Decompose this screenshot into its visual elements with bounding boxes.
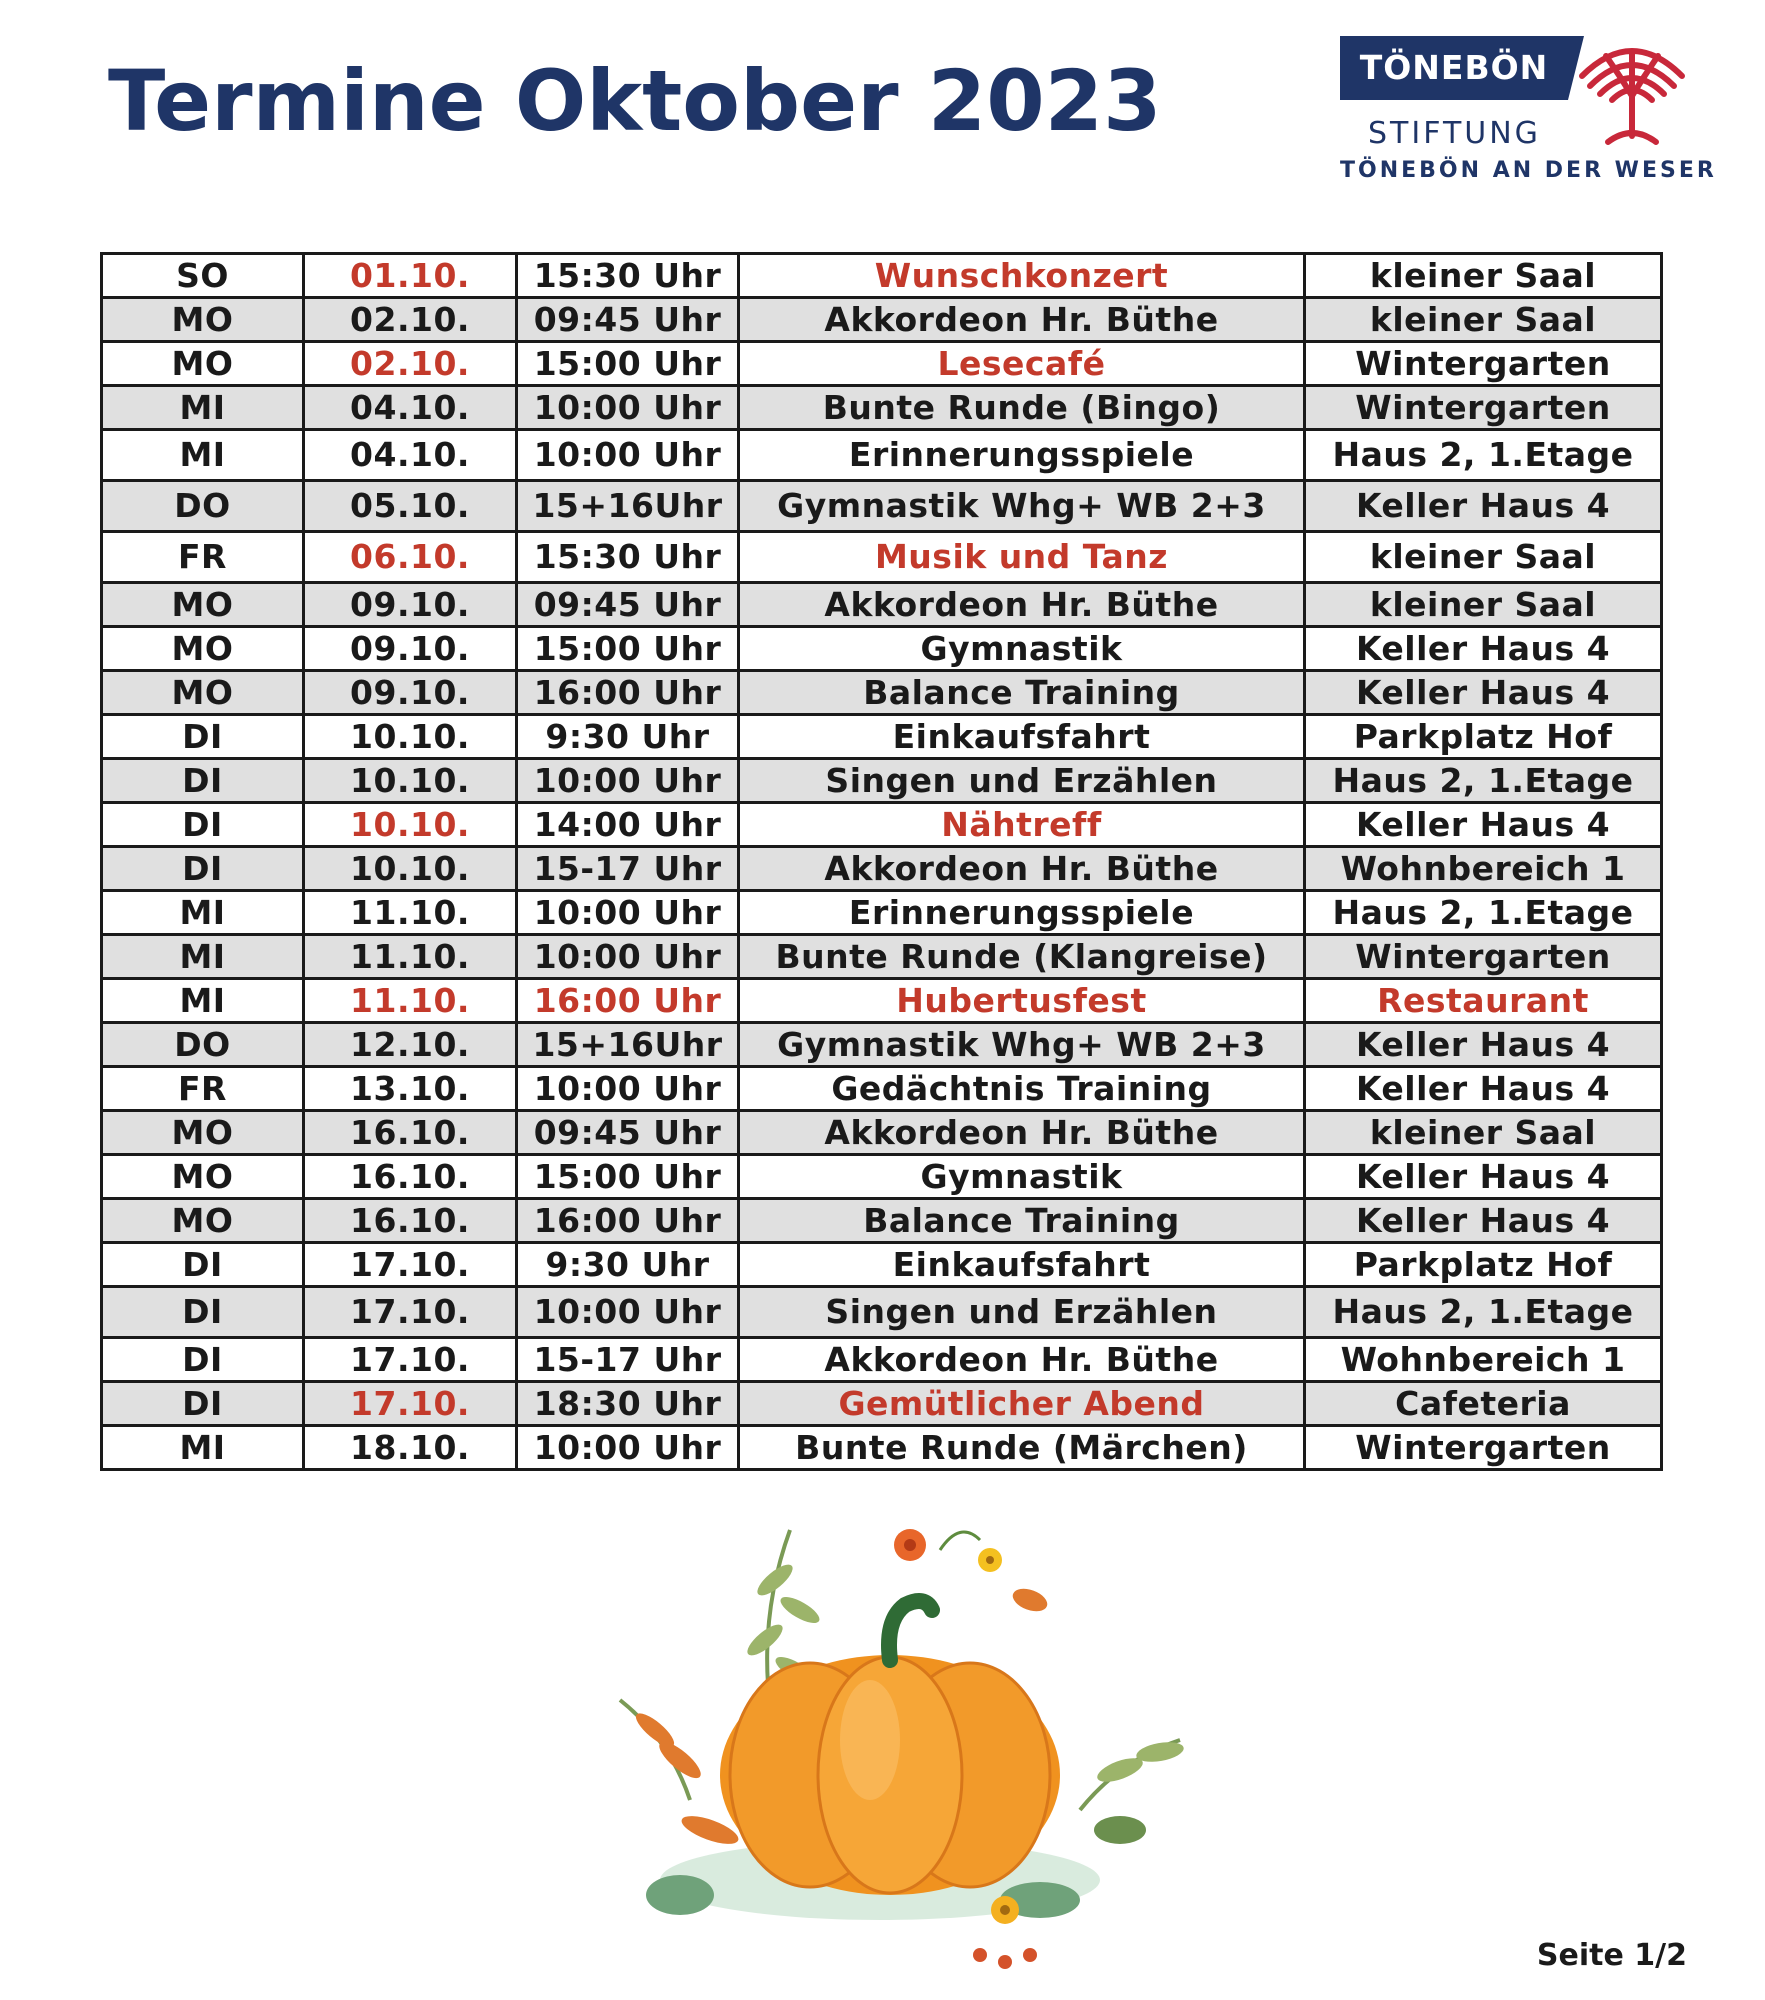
cell-time: 15-17 Uhr: [517, 1338, 739, 1382]
cell-place: kleiner Saal: [1305, 532, 1662, 583]
cell-date: 10.10.: [304, 847, 517, 891]
cell-date: 11.10.: [304, 891, 517, 935]
cell-event: Akkordeon Hr. Büthe: [739, 1338, 1305, 1382]
cell-event: Bunte Runde (Bingo): [739, 386, 1305, 430]
cell-event: Gymnastik: [739, 1155, 1305, 1199]
cell-event: Akkordeon Hr. Büthe: [739, 847, 1305, 891]
cell-place: Wohnbereich 1: [1305, 847, 1662, 891]
event-row: [102, 430, 1662, 481]
cell-place: Haus 2, 1.Etage: [1305, 891, 1662, 935]
page-title: Termine Oktober 2023: [108, 52, 1162, 150]
cell-place: Wohnbereich 1: [1305, 1338, 1662, 1382]
cell-place: Keller Haus 4: [1305, 1199, 1662, 1243]
event-row: [102, 386, 1662, 430]
event-row: [102, 1243, 1662, 1287]
cell-place: Haus 2, 1.Etage: [1305, 430, 1662, 481]
cell-event: Gymnastik: [739, 627, 1305, 671]
cell-day: MI: [102, 935, 304, 979]
cell-time: 9:30 Uhr: [517, 1243, 739, 1287]
cell-date: 13.10.: [304, 1067, 517, 1111]
cell-date: 09.10.: [304, 627, 517, 671]
cell-place: Wintergarten: [1305, 1426, 1662, 1470]
cell-day: MO: [102, 1155, 304, 1199]
cell-place: Keller Haus 4: [1305, 1155, 1662, 1199]
cell-time: 10:00 Uhr: [517, 1287, 739, 1338]
cell-date: 10.10.: [304, 759, 517, 803]
cell-time: 15+16Uhr: [517, 1023, 739, 1067]
cell-place: Parkplatz Hof: [1305, 715, 1662, 759]
cell-time: 10:00 Uhr: [517, 1067, 739, 1111]
cell-place: kleiner Saal: [1305, 583, 1662, 627]
cell-date: 17.10.: [304, 1338, 517, 1382]
cell-day: DO: [102, 481, 304, 532]
event-row: [102, 1199, 1662, 1243]
cell-event: Singen und Erzählen: [739, 759, 1305, 803]
event-row: [102, 803, 1662, 847]
cell-day: DI: [102, 759, 304, 803]
cell-date: 17.10.: [304, 1382, 517, 1426]
cell-place: Wintergarten: [1305, 935, 1662, 979]
logo-subtitle: STIFTUNG: [1368, 116, 1541, 151]
cell-event: Lesecafé: [739, 342, 1305, 386]
cell-event: Wunschkonzert: [739, 254, 1305, 298]
cell-event: Bunte Runde (Märchen): [739, 1426, 1305, 1470]
cell-event: Nähtreff: [739, 803, 1305, 847]
toneboen-logo: [1340, 36, 1717, 196]
cell-place: Wintergarten: [1305, 386, 1662, 430]
cell-event: Akkordeon Hr. Büthe: [739, 583, 1305, 627]
cell-time: 16:00 Uhr: [517, 979, 739, 1023]
cell-time: 15+16Uhr: [517, 481, 739, 532]
event-row: [102, 627, 1662, 671]
cell-event: Einkaufsfahrt: [739, 715, 1305, 759]
logo-location: TÖNEBÖN AN DER WESER: [1340, 158, 1717, 183]
event-row: [102, 891, 1662, 935]
cell-place: Keller Haus 4: [1305, 1023, 1662, 1067]
event-row: [102, 935, 1662, 979]
cell-place: Keller Haus 4: [1305, 671, 1662, 715]
cell-time: 9:30 Uhr: [517, 715, 739, 759]
cell-place: Restaurant: [1305, 979, 1662, 1023]
cell-event: Akkordeon Hr. Büthe: [739, 1111, 1305, 1155]
cell-date: 04.10.: [304, 430, 517, 481]
cell-place: Haus 2, 1.Etage: [1305, 1287, 1662, 1338]
event-row: [102, 1338, 1662, 1382]
cell-date: 16.10.: [304, 1111, 517, 1155]
cell-event: Singen und Erzählen: [739, 1287, 1305, 1338]
cell-place: Wintergarten: [1305, 342, 1662, 386]
cell-time: 15:30 Uhr: [517, 532, 739, 583]
cell-event: Gymnastik Whg+ WB 2+3: [739, 481, 1305, 532]
event-row: [102, 979, 1662, 1023]
cell-event: Gemütlicher Abend: [739, 1382, 1305, 1426]
event-row: [102, 481, 1662, 532]
cell-event: Einkaufsfahrt: [739, 1243, 1305, 1287]
cell-date: 06.10.: [304, 532, 517, 583]
cell-day: DI: [102, 1338, 304, 1382]
cell-day: DI: [102, 803, 304, 847]
event-row: [102, 583, 1662, 627]
cell-date: 10.10.: [304, 715, 517, 759]
event-row: [102, 1426, 1662, 1470]
cell-day: DI: [102, 1287, 304, 1338]
cell-event: Balance Training: [739, 1199, 1305, 1243]
event-row: [102, 532, 1662, 583]
cell-time: 10:00 Uhr: [517, 386, 739, 430]
cell-date: 11.10.: [304, 935, 517, 979]
cell-place: Keller Haus 4: [1305, 481, 1662, 532]
cell-time: 15:00 Uhr: [517, 627, 739, 671]
cell-day: SO: [102, 254, 304, 298]
cell-time: 09:45 Uhr: [517, 583, 739, 627]
cell-time: 14:00 Uhr: [517, 803, 739, 847]
cell-date: 10.10.: [304, 803, 517, 847]
event-row: [102, 759, 1662, 803]
cell-date: 01.10.: [304, 254, 517, 298]
event-row: [102, 715, 1662, 759]
event-row: [102, 254, 1662, 298]
cell-day: DI: [102, 1243, 304, 1287]
cell-place: Haus 2, 1.Etage: [1305, 759, 1662, 803]
cell-day: FR: [102, 1067, 304, 1111]
cell-event: Balance Training: [739, 671, 1305, 715]
event-row: [102, 1067, 1662, 1111]
cell-day: MI: [102, 1426, 304, 1470]
cell-day: MO: [102, 298, 304, 342]
cell-time: 16:00 Uhr: [517, 671, 739, 715]
cell-event: Erinnerungsspiele: [739, 430, 1305, 481]
page-number: Seite 1/2: [1536, 1938, 1687, 1973]
event-row: [102, 1111, 1662, 1155]
cell-place: kleiner Saal: [1305, 1111, 1662, 1155]
cell-date: 17.10.: [304, 1243, 517, 1287]
cell-date: 17.10.: [304, 1287, 517, 1338]
cell-place: Parkplatz Hof: [1305, 1243, 1662, 1287]
cell-time: 15-17 Uhr: [517, 847, 739, 891]
cell-date: 09.10.: [304, 671, 517, 715]
cell-time: 10:00 Uhr: [517, 430, 739, 481]
cell-date: 11.10.: [304, 979, 517, 1023]
event-row: [102, 1382, 1662, 1426]
event-row: [102, 298, 1662, 342]
cell-date: 04.10.: [304, 386, 517, 430]
cell-place: Cafeteria: [1305, 1382, 1662, 1426]
cell-time: 15:30 Uhr: [517, 254, 739, 298]
cell-date: 09.10.: [304, 583, 517, 627]
cell-event: Gedächtnis Training: [739, 1067, 1305, 1111]
event-row: [102, 671, 1662, 715]
logo-name: TÖNEBÖN: [1340, 36, 1568, 100]
cell-place: kleiner Saal: [1305, 254, 1662, 298]
cell-day: MI: [102, 891, 304, 935]
cell-day: DI: [102, 847, 304, 891]
event-row: [102, 1023, 1662, 1067]
cell-day: DI: [102, 715, 304, 759]
cell-day: FR: [102, 532, 304, 583]
cell-place: Keller Haus 4: [1305, 803, 1662, 847]
cell-time: 09:45 Uhr: [517, 298, 739, 342]
cell-date: 02.10.: [304, 342, 517, 386]
event-row: [102, 1155, 1662, 1199]
cell-date: 02.10.: [304, 298, 517, 342]
cell-day: MO: [102, 1199, 304, 1243]
cell-time: 18:30 Uhr: [517, 1382, 739, 1426]
tree-logo-icon: [1572, 36, 1692, 148]
cell-day: MO: [102, 583, 304, 627]
cell-day: MI: [102, 979, 304, 1023]
cell-day: MO: [102, 1111, 304, 1155]
cell-time: 09:45 Uhr: [517, 1111, 739, 1155]
cell-event: Gymnastik Whg+ WB 2+3: [739, 1023, 1305, 1067]
event-row: [102, 1287, 1662, 1338]
pumpkin-illustration: [560, 1500, 1200, 1980]
cell-place: Keller Haus 4: [1305, 1067, 1662, 1111]
cell-date: 05.10.: [304, 481, 517, 532]
event-row: [102, 847, 1662, 891]
events-table: [100, 252, 1663, 1471]
cell-date: 18.10.: [304, 1426, 517, 1470]
cell-time: 10:00 Uhr: [517, 935, 739, 979]
cell-event: Erinnerungsspiele: [739, 891, 1305, 935]
cell-day: MO: [102, 342, 304, 386]
cell-time: 15:00 Uhr: [517, 1155, 739, 1199]
cell-place: kleiner Saal: [1305, 298, 1662, 342]
cell-time: 10:00 Uhr: [517, 759, 739, 803]
cell-time: 10:00 Uhr: [517, 1426, 739, 1470]
cell-day: MO: [102, 671, 304, 715]
cell-event: Musik und Tanz: [739, 532, 1305, 583]
cell-day: MI: [102, 430, 304, 481]
cell-day: DI: [102, 1382, 304, 1426]
cell-day: MO: [102, 627, 304, 671]
cell-event: Akkordeon Hr. Büthe: [739, 298, 1305, 342]
cell-event: Hubertusfest: [739, 979, 1305, 1023]
cell-time: 16:00 Uhr: [517, 1199, 739, 1243]
cell-day: DO: [102, 1023, 304, 1067]
cell-time: 15:00 Uhr: [517, 342, 739, 386]
cell-date: 16.10.: [304, 1155, 517, 1199]
cell-day: MI: [102, 386, 304, 430]
cell-place: Keller Haus 4: [1305, 627, 1662, 671]
event-row: [102, 342, 1662, 386]
cell-time: 10:00 Uhr: [517, 891, 739, 935]
cell-date: 16.10.: [304, 1199, 517, 1243]
cell-event: Bunte Runde (Klangreise): [739, 935, 1305, 979]
cell-date: 12.10.: [304, 1023, 517, 1067]
